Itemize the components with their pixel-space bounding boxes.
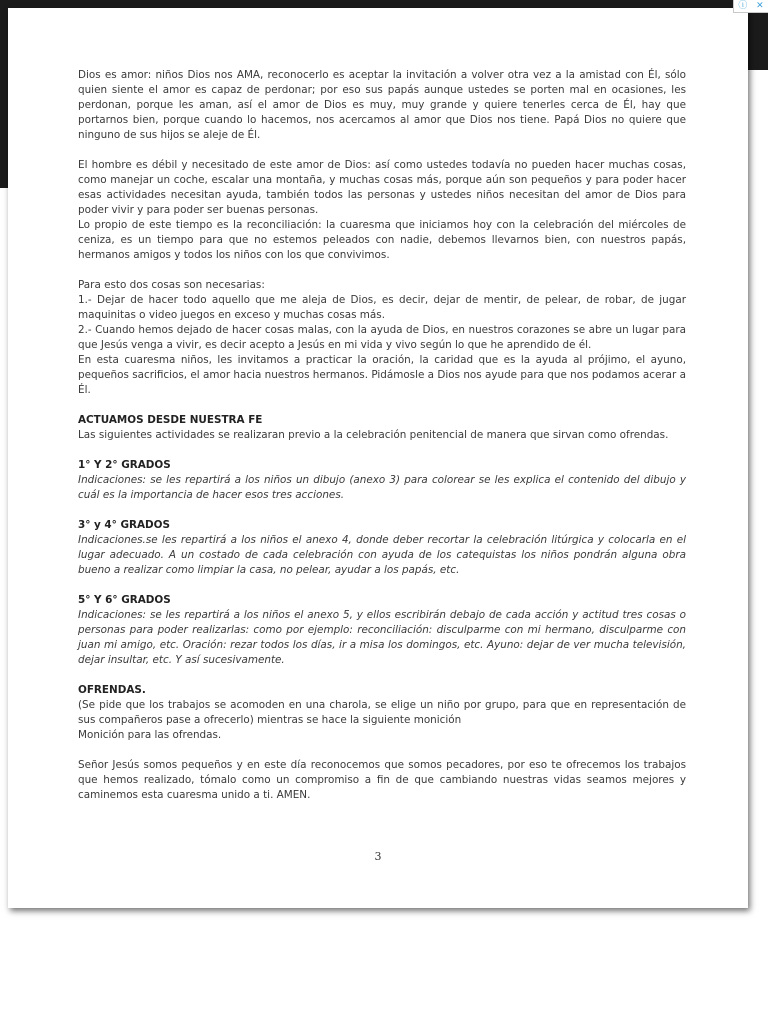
top-dark-strip: [0, 0, 768, 8]
ofrendas-text: (Se pide que los trabajos se acomoden en una charola, se elige un niño por grupo, para que en representación de sus compañeros pase a ofrecerlo) mientras se hace la siguiente monición: [78, 699, 686, 726]
monicion-label: Monición para las ofrendas.: [78, 729, 222, 741]
paragraph-hombre-debil: El hombre es débil y necesitado de este amor de Dios: así como ustedes todavía no pueden hacer muchas cosas, como manejar un coche, escalar una montaña, y muchas cosas más, porque aún son pequeños y para poder hacer esas actividades necesitan ayuda, también todos las personas y ustedes niños necesitan del amor de Dios para poder vivir y para poder ser buenas personas.: [78, 159, 686, 216]
paragraph-intro: Dios es amor: niños Dios nos AMA, reconocerlo es aceptar la invitación a volver otra vez a la amistad con Él, sólo quien siente el amor es capaz de perdonar; por eso sus papás aunque ustedes se porten mal en ocasiones, les perdonan, porque les aman, así el amor de Dios es muy, muy grande y quiere tenerles cerca de Él, hay que portarnos bien, porque cuando lo hacemos, nos acercamos al amor que Dios nos tiene. Papá Dios no quiere que ninguno de sus hijos se aleje de Él.: [78, 69, 686, 141]
info-icon[interactable]: ⓘ: [738, 1, 748, 11]
section-text-fe: Las siguientes actividades se realizaran previo a la celebración penitencial de manera que sirvan como ofrendas.: [78, 429, 669, 441]
indicaciones-3-4: Indicaciones.se les repartirá a los niños el anexo 4, donde deber recortar la celebración litúrgica y colocarla en el lugar adecuado. A un costado de cada celebración con ayuda de los catequistas los niños pondrán alguna obra bueno a realizar como limpiar la casa, no pelear, ayudar a los papás, etc.: [78, 534, 686, 576]
indicaciones-1-2: Indicaciones: se les repartirá a los niños un dibujo (anexo 3) para colorear se les explica el contenido del dibujo y cuál es la importancia de hacer esos tres acciones.: [78, 474, 686, 501]
ad-choices-controls: [733, 0, 768, 13]
close-icon[interactable]: ✕: [756, 1, 764, 11]
closing-prayer: Señor Jesús somos pequeños y en este día reconocemos que somos pecadores, por eso te ofrecemos los trabajos que hemos realizado, tómalo como un compromiso a fin de que cambiando nuestras vidas seamos mejores y caminemos esta cuaresma unido a ti. AMEN.: [78, 759, 686, 801]
page-content: [78, 68, 686, 803]
section-heading-fe: ACTUAMOS DESDE NUESTRA FE: [78, 414, 263, 426]
page-number: 3: [374, 850, 382, 863]
indicaciones-5-6: Indicaciones: se les repartirá a los niños el anexo 5, y ellos escribirán debajo de cada acción y actitud tres cosas o personas para poder realizarlas: como por ejemplo: reconciliación: disculparme con mi hermano, disculparme con juan mi amigo, etc. Oración: rezar todos los días, ir a misa los domingos, etc. Ayuno: dejar de ver mucha televisión, dejar insultar, etc. Y así sucesivamente.: [78, 609, 686, 666]
paragraph-reconciliacion: Lo propio de este tiempo es la reconciliación: la cuaresma que iniciamos hoy con la celebración del miércoles de ceniza, es un tiempo para que no estemos peleados con nadie, debemos llevarnos bien, con nuestros papás, hermanos amigos y todos los niños con los que convivimos.: [78, 219, 686, 261]
document-page: [8, 8, 748, 908]
heading-grados-1-2: 1° Y 2° GRADOS: [78, 459, 171, 471]
paragraph-cuaresma: En esta cuaresma niños, les invitamos a practicar la oración, la caridad que es la ayuda al prójimo, el ayuno, pequeños sacrificios, el amor hacia nuestros hermanos. Pidámosle a Dios nos ayude para que nos podamos acerar a Él.: [78, 354, 686, 396]
viewer-side-area: [748, 70, 768, 910]
heading-grados-5-6: 5° Y 6° GRADOS: [78, 594, 171, 606]
list-item-1: 1.- Dejar de hacer todo aquello que me aleja de Dios, es decir, dejar de mentir, de pelear, de robar, de jugar maquinitas o video juegos en exceso y muchas cosas más.: [78, 294, 686, 321]
paragraph-cosas-necesarias: Para esto dos cosas son necesarias:: [78, 279, 265, 291]
heading-grados-3-4: 3° y 4° GRADOS: [78, 519, 170, 531]
heading-ofrendas: OFRENDAS.: [78, 684, 146, 696]
list-item-2: 2.- Cuando hemos dejado de hacer cosas malas, con la ayuda de Dios, en nuestros corazones se abre un lugar para que Jesús venga a vivir, es decir acepto a Jesús en mi vida y vivo según lo que he aprendido de él.: [78, 324, 686, 351]
